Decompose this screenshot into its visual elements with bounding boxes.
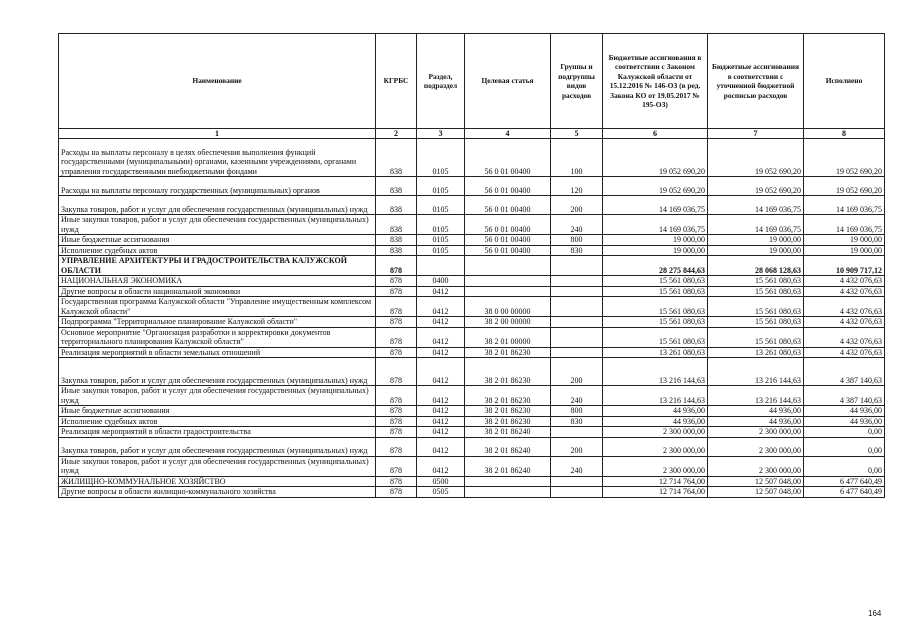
row-refined-allocation: 2 300 000,00	[708, 456, 804, 476]
row-executed: 14 169 036,75	[804, 196, 885, 215]
row-kgrbs: 878	[376, 416, 417, 427]
col-number: 1	[59, 129, 376, 139]
header-name: Наименование	[59, 34, 376, 129]
row-razdel: 0412	[417, 427, 465, 438]
row-law-allocation: 19 052 690,20	[603, 177, 708, 196]
row-name: ЖИЛИЩНО-КОММУНАЛЬНОЕ ХОЗЯЙСТВО	[59, 476, 376, 487]
row-law-allocation: 2 300 000,00	[603, 456, 708, 476]
row-kgrbs: 878	[376, 386, 417, 406]
row-kgrbs: 838	[376, 139, 417, 177]
row-kgrbs: 878	[376, 276, 417, 287]
row-executed: 0,00	[804, 427, 885, 438]
row-kgrbs: 838	[376, 177, 417, 196]
row-law-allocation: 15 561 080,63	[603, 317, 708, 328]
row-name: Закупка товаров, работ и услуг для обеспечения государственных (муниципальных) нужд	[59, 196, 376, 215]
row-razdel: 0105	[417, 235, 465, 246]
table-row	[59, 427, 885, 438]
table-row	[59, 386, 885, 406]
row-target-article: 56 0 01 00400	[465, 196, 551, 215]
row-expense-group: 120	[551, 177, 603, 196]
row-razdel: 0412	[417, 297, 465, 317]
table-row	[59, 297, 885, 317]
row-name: Реализация мероприятий в области градостроительства	[59, 427, 376, 438]
table-row	[59, 196, 885, 215]
row-target-article	[465, 256, 551, 276]
row-law-allocation: 14 169 036,75	[603, 196, 708, 215]
row-name: Закупка товаров, работ и услуг для обеспечения государственных (муниципальных) нужд	[59, 437, 376, 456]
row-razdel: 0412	[417, 456, 465, 476]
row-kgrbs: 878	[376, 327, 417, 347]
header-kgrbs: КГРБС	[376, 34, 417, 129]
row-name: УПРАВЛЕНИЕ АРХИТЕКТУРЫ И ГРАДОСТРОИТЕЛЬСТВА КАЛУЖСКОЙ ОБЛАСТИ	[59, 256, 376, 276]
row-name: Исполнение судебных актов	[59, 245, 376, 256]
row-target-article: 38 2 01 86230	[465, 358, 551, 386]
row-name: Подпрограмма "Территориальное планирование Калужской области"	[59, 317, 376, 328]
row-expense-group	[551, 276, 603, 287]
row-target-article	[465, 276, 551, 287]
row-name: Расходы на выплаты персоналу в целях обеспечения выполнения функций государственными (муниципальными) органами, казенными учреждениями, органами управления государственными внебюджетными фондами	[59, 139, 376, 177]
row-refined-allocation: 19 000,00	[708, 245, 804, 256]
row-refined-allocation: 12 507 048,00	[708, 476, 804, 487]
row-kgrbs: 838	[376, 245, 417, 256]
row-razdel: 0412	[417, 386, 465, 406]
row-target-article: 38 2 01 86240	[465, 456, 551, 476]
row-name: Реализация мероприятий в области земельных отношений	[59, 347, 376, 358]
row-expense-group	[551, 286, 603, 297]
page-number: 164	[868, 609, 882, 618]
col-number: 7	[708, 129, 804, 139]
row-expense-group	[551, 317, 603, 328]
row-executed: 19 000,00	[804, 245, 885, 256]
header-razdel: Раздел, подраздел	[417, 34, 465, 129]
row-expense-group	[551, 327, 603, 347]
row-kgrbs: 878	[376, 437, 417, 456]
row-executed: 44 936,00	[804, 416, 885, 427]
row-razdel: 0412	[417, 347, 465, 358]
row-refined-allocation: 13 261 080,63	[708, 347, 804, 358]
row-refined-allocation: 12 507 048,00	[708, 487, 804, 498]
table-row	[59, 256, 885, 276]
row-kgrbs: 878	[376, 456, 417, 476]
row-executed: 4 432 076,63	[804, 327, 885, 347]
row-kgrbs: 878	[376, 286, 417, 297]
row-law-allocation: 44 936,00	[603, 406, 708, 417]
row-expense-group	[551, 256, 603, 276]
row-expense-group: 830	[551, 245, 603, 256]
row-law-allocation: 15 561 080,63	[603, 327, 708, 347]
row-kgrbs: 878	[376, 256, 417, 276]
row-razdel: 0500	[417, 476, 465, 487]
row-target-article: 38 2 01 86240	[465, 437, 551, 456]
row-refined-allocation: 15 561 080,63	[708, 276, 804, 287]
table-row	[59, 358, 885, 386]
row-expense-group: 800	[551, 406, 603, 417]
row-kgrbs: 878	[376, 297, 417, 317]
row-executed: 14 169 036,75	[804, 215, 885, 235]
table-row	[59, 139, 885, 177]
row-razdel: 0105	[417, 196, 465, 215]
table-row	[59, 245, 885, 256]
row-name: Иные закупки товаров, работ и услуг для обеспечения государственных (муниципальных) нужд	[59, 456, 376, 476]
row-target-article: 56 0 01 00400	[465, 235, 551, 246]
header-expense-group: Группы и подгруппы видов расходов	[551, 34, 603, 129]
row-name: Расходы на выплаты персоналу государственных (муниципальных) органов	[59, 177, 376, 196]
row-razdel: 0412	[417, 327, 465, 347]
row-kgrbs: 878	[376, 476, 417, 487]
row-expense-group: 240	[551, 456, 603, 476]
row-executed: 19 000,00	[804, 235, 885, 246]
row-expense-group: 100	[551, 139, 603, 177]
row-executed: 6 477 640,49	[804, 487, 885, 498]
row-razdel: 0505	[417, 487, 465, 498]
table-row	[59, 437, 885, 456]
row-target-article: 38 2 01 86230	[465, 386, 551, 406]
table-body	[59, 139, 885, 498]
row-kgrbs: 838	[376, 196, 417, 215]
row-executed: 4 387 140,63	[804, 358, 885, 386]
row-law-allocation: 2 300 000,00	[603, 427, 708, 438]
row-razdel: 0412	[417, 286, 465, 297]
row-refined-allocation: 14 169 036,75	[708, 215, 804, 235]
row-kgrbs: 878	[376, 487, 417, 498]
row-target-article	[465, 476, 551, 487]
table-row	[59, 406, 885, 417]
row-name: Иные закупки товаров, работ и услуг для обеспечения государственных (муниципальных) нужд	[59, 215, 376, 235]
row-refined-allocation: 13 216 144,63	[708, 386, 804, 406]
row-executed: 4 432 076,63	[804, 286, 885, 297]
row-target-article: 38 2 01 86230	[465, 347, 551, 358]
row-refined-allocation: 2 300 000,00	[708, 437, 804, 456]
row-target-article: 56 0 01 00400	[465, 139, 551, 177]
row-executed: 4 387 140,63	[804, 386, 885, 406]
row-name: Государственная программа Калужской области "Управление имущественным комплексом Калужской области"	[59, 297, 376, 317]
table-row	[59, 476, 885, 487]
row-executed: 4 432 076,63	[804, 317, 885, 328]
row-name: Исполнение судебных актов	[59, 416, 376, 427]
row-razdel: 0412	[417, 358, 465, 386]
row-target-article	[465, 286, 551, 297]
row-executed: 44 936,00	[804, 406, 885, 417]
row-kgrbs: 878	[376, 406, 417, 417]
row-name: Другие вопросы в области жилищно-коммунального хозяйства	[59, 487, 376, 498]
row-expense-group: 240	[551, 215, 603, 235]
row-law-allocation: 12 714 764,00	[603, 487, 708, 498]
row-law-allocation: 2 300 000,00	[603, 437, 708, 456]
row-expense-group: 200	[551, 437, 603, 456]
col-number: 8	[804, 129, 885, 139]
row-refined-allocation: 44 936,00	[708, 416, 804, 427]
row-target-article: 56 0 01 00400	[465, 245, 551, 256]
row-law-allocation: 44 936,00	[603, 416, 708, 427]
row-law-allocation: 15 561 080,63	[603, 297, 708, 317]
row-target-article	[465, 487, 551, 498]
row-name: Иные закупки товаров, работ и услуг для обеспечения государственных (муниципальных) нужд	[59, 386, 376, 406]
row-name: Другие вопросы в области национальной экономики	[59, 286, 376, 297]
row-executed: 10 909 717,12	[804, 256, 885, 276]
row-refined-allocation: 15 561 080,63	[708, 286, 804, 297]
row-law-allocation: 19 000,00	[603, 245, 708, 256]
col-number: 2	[376, 129, 417, 139]
row-target-article: 56 0 01 00400	[465, 215, 551, 235]
row-expense-group	[551, 347, 603, 358]
row-kgrbs: 838	[376, 215, 417, 235]
row-razdel: 0105	[417, 245, 465, 256]
row-kgrbs: 838	[376, 235, 417, 246]
row-executed: 4 432 076,63	[804, 276, 885, 287]
row-refined-allocation: 19 000,00	[708, 235, 804, 246]
header-refined-allocations: Бюджетные ассигнования в соответствии с уточненной бюджетной росписью расходов	[708, 34, 804, 129]
row-expense-group	[551, 297, 603, 317]
row-expense-group	[551, 487, 603, 498]
row-law-allocation: 28 275 844,63	[603, 256, 708, 276]
table-row	[59, 276, 885, 287]
row-razdel: 0105	[417, 139, 465, 177]
table-row	[59, 416, 885, 427]
row-name: Иные бюджетные ассигнования	[59, 235, 376, 246]
row-refined-allocation: 13 216 144,63	[708, 358, 804, 386]
header-target-article: Целевая статья	[465, 34, 551, 129]
row-razdel: 0412	[417, 416, 465, 427]
row-razdel: 0105	[417, 215, 465, 235]
col-number: 3	[417, 129, 465, 139]
col-number: 5	[551, 129, 603, 139]
row-kgrbs: 878	[376, 347, 417, 358]
row-law-allocation: 19 052 690,20	[603, 139, 708, 177]
row-target-article: 56 0 01 00400	[465, 177, 551, 196]
col-number: 4	[465, 129, 551, 139]
row-name: Иные бюджетные ассигнования	[59, 406, 376, 417]
row-law-allocation: 14 169 036,75	[603, 215, 708, 235]
row-expense-group: 200	[551, 196, 603, 215]
row-kgrbs: 878	[376, 358, 417, 386]
row-refined-allocation: 28 068 128,63	[708, 256, 804, 276]
row-law-allocation: 12 714 764,00	[603, 476, 708, 487]
row-target-article: 38 2 01 86230	[465, 416, 551, 427]
row-razdel	[417, 256, 465, 276]
table-row	[59, 487, 885, 498]
row-refined-allocation: 15 561 080,63	[708, 297, 804, 317]
row-name: Основное мероприятие "Организация разработки и корректировки документов территориального планирования Калужской области"	[59, 327, 376, 347]
header-executed: Исполнено	[804, 34, 885, 129]
row-target-article: 38 2 01 00000	[465, 327, 551, 347]
row-razdel: 0412	[417, 317, 465, 328]
row-target-article: 38 2 00 00000	[465, 317, 551, 328]
row-executed: 19 052 690,20	[804, 177, 885, 196]
row-law-allocation: 19 000,00	[603, 235, 708, 246]
row-refined-allocation: 19 052 690,20	[708, 177, 804, 196]
row-executed: 4 432 076,63	[804, 347, 885, 358]
row-executed: 4 432 076,63	[804, 297, 885, 317]
row-target-article: 38 0 00 00000	[465, 297, 551, 317]
row-kgrbs: 878	[376, 427, 417, 438]
row-law-allocation: 13 216 144,63	[603, 358, 708, 386]
row-target-article: 38 2 01 86240	[465, 427, 551, 438]
row-razdel: 0412	[417, 437, 465, 456]
row-razdel: 0412	[417, 406, 465, 417]
row-law-allocation: 13 261 080,63	[603, 347, 708, 358]
row-executed: 6 477 640,49	[804, 476, 885, 487]
table-row	[59, 317, 885, 328]
row-expense-group: 830	[551, 416, 603, 427]
row-target-article: 38 2 01 86230	[465, 406, 551, 417]
row-razdel: 0400	[417, 276, 465, 287]
row-law-allocation: 13 216 144,63	[603, 386, 708, 406]
table-row	[59, 456, 885, 476]
column-number-row	[59, 129, 885, 139]
table-row	[59, 235, 885, 246]
row-refined-allocation: 15 561 080,63	[708, 317, 804, 328]
row-refined-allocation: 15 561 080,63	[708, 327, 804, 347]
row-expense-group	[551, 427, 603, 438]
row-law-allocation: 15 561 080,63	[603, 276, 708, 287]
row-razdel: 0105	[417, 177, 465, 196]
row-executed: 0,00	[804, 456, 885, 476]
budget-table	[58, 33, 885, 498]
table-row	[59, 215, 885, 235]
table-row	[59, 347, 885, 358]
col-number: 6	[603, 129, 708, 139]
row-expense-group	[551, 476, 603, 487]
row-refined-allocation: 14 169 036,75	[708, 196, 804, 215]
row-refined-allocation: 44 936,00	[708, 406, 804, 417]
row-refined-allocation: 19 052 690,20	[708, 139, 804, 177]
header-law-allocations: Бюджетные ассигнования в соответствии с Законом Калужской области от 15.12.2016 № 146-ОЗ (в ред. Закона КО от 19.05.2017 № 195-ОЗ)	[603, 34, 708, 129]
table-row	[59, 177, 885, 196]
row-name: Закупка товаров, работ и услуг для обеспечения государственных (муниципальных) нужд	[59, 358, 376, 386]
row-expense-group: 240	[551, 386, 603, 406]
row-executed: 0,00	[804, 437, 885, 456]
table-row	[59, 286, 885, 297]
row-law-allocation: 15 561 080,63	[603, 286, 708, 297]
row-expense-group: 200	[551, 358, 603, 386]
row-kgrbs: 878	[376, 317, 417, 328]
header-row	[59, 34, 885, 129]
row-name: НАЦИОНАЛЬНАЯ ЭКОНОМИКА	[59, 276, 376, 287]
row-expense-group: 800	[551, 235, 603, 246]
table-row	[59, 327, 885, 347]
row-refined-allocation: 2 300 000,00	[708, 427, 804, 438]
row-executed: 19 052 690,20	[804, 139, 885, 177]
